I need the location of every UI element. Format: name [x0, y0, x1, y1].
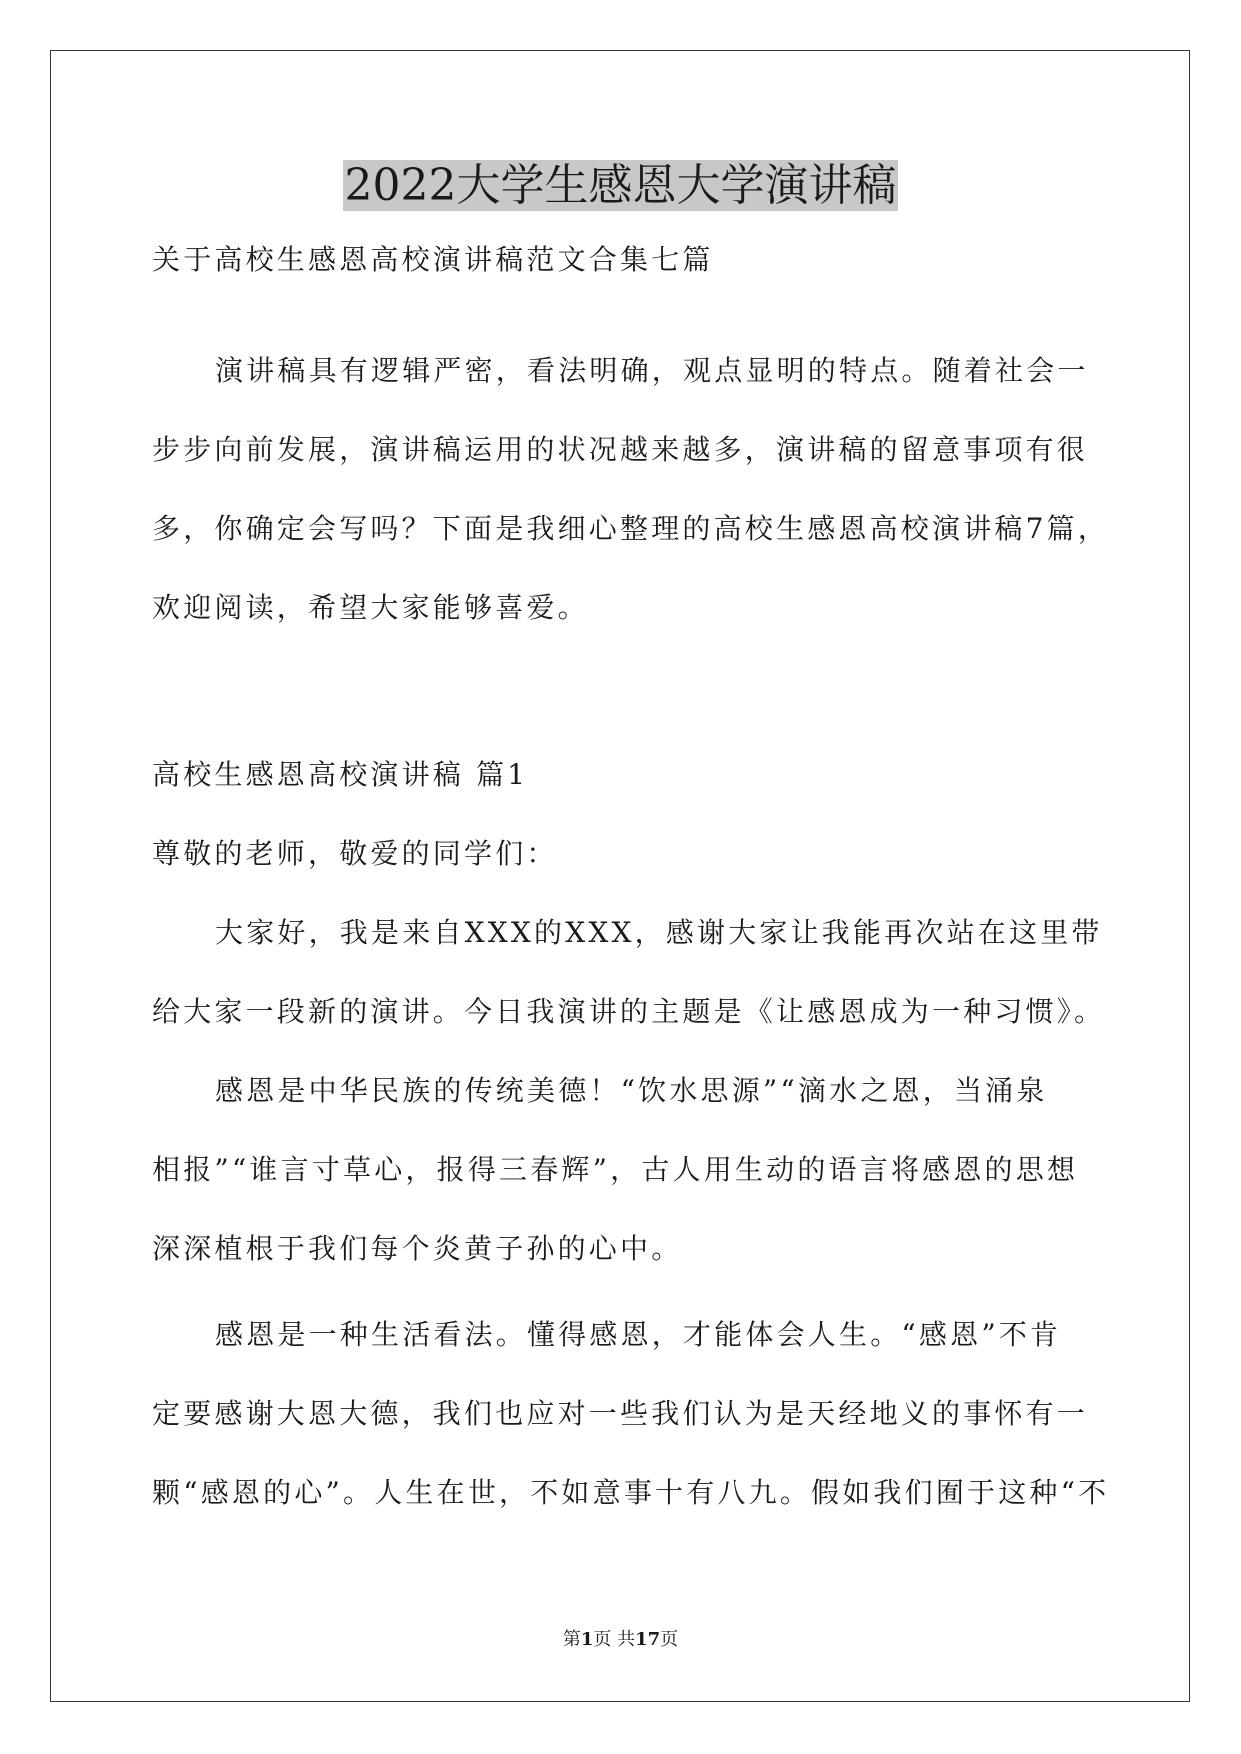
title-text: 2022大学生感恩大学演讲稿: [344, 160, 897, 211]
page-border: [50, 50, 1190, 1702]
body-line: 感恩是一种生活看法。懂得感恩，才能体会人生。“感恩”不肯: [215, 1318, 1062, 1351]
current-page-number: 1: [580, 1629, 594, 1650]
body-line: 感恩是中华民族的传统美德！“饮水思源”“滴水之恩，当涌泉: [215, 1074, 1048, 1107]
intro-line: 演讲稿具有逻辑严密，看法明确，观点显明的特点。随着社会一: [215, 354, 1089, 387]
document-title: [0, 158, 1241, 214]
footer-prefix: 第: [562, 1629, 581, 1650]
body-line: 颗“感恩的心”。人生在世，不如意事十有八九。假如我们囿于这种“不: [152, 1476, 1110, 1509]
body-line: 给大家一段新的演讲。今日我演讲的主题是《让感恩成为一种习惯》。: [152, 995, 1106, 1028]
subtitle: 关于高校生感恩高校演讲稿范文合集七篇: [152, 243, 714, 276]
footer-mid: 页 共: [593, 1629, 636, 1650]
intro-line: 欢迎阅读，希望大家能够喜爱。: [152, 591, 589, 624]
body-line: 深深植根于我们每个炎黄子孙的心中。: [152, 1232, 683, 1265]
body-line: 相报”“谁言寸草心，报得三春辉”，古人用生动的语言将感恩的思想: [152, 1153, 1079, 1186]
section-heading: 高校生感恩高校演讲稿 篇1: [152, 758, 529, 791]
body-line: 大家好，我是来自XXX的XXX，感谢大家让我能再次站在这里带: [215, 916, 1103, 949]
page-footer: [0, 1628, 1241, 1652]
footer-suffix: 页: [660, 1629, 679, 1650]
body-line: 定要感谢大恩大德，我们也应对一些我们认为是天经地义的事怀有一: [152, 1397, 1089, 1430]
intro-line: 步步向前发展，演讲稿运用的状况越来越多，演讲稿的留意事项有很: [152, 433, 1089, 466]
salutation: 尊敬的老师，敬爱的同学们：: [152, 837, 558, 870]
intro-line: 多，你确定会写吗？下面是我细心整理的高校生感恩高校演讲稿7篇，: [152, 512, 1110, 545]
total-page-number: 17: [635, 1629, 661, 1650]
